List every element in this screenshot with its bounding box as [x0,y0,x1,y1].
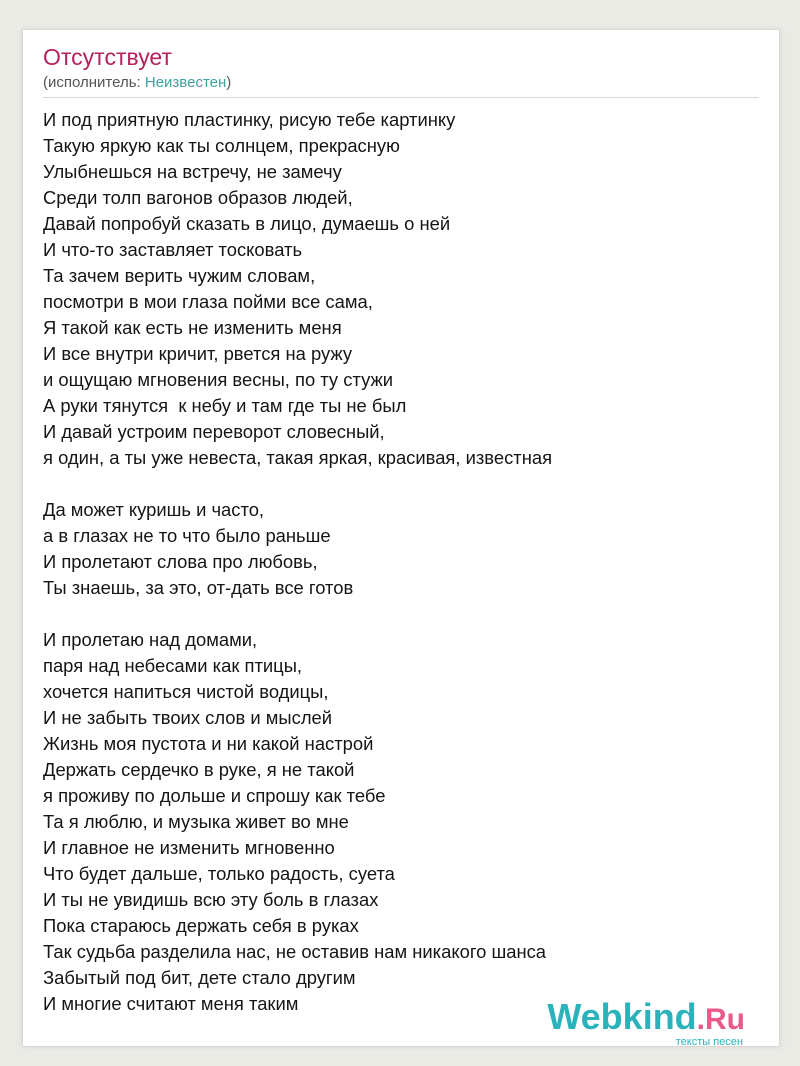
lyric-line: Улыбнешься на встречу, не замечу [43,161,342,182]
lyrics-stanza [43,627,763,1017]
performer-line [43,74,231,91]
lyric-line: И пролетаю над домами, [43,629,258,650]
lyric-line: Я такой как есть не изменить меня [43,317,342,338]
logo-tagline: тексты песен [675,1036,743,1048]
lyric-line: я проживу по дольше и спрошу как тебе [43,785,386,806]
site-logo[interactable] [547,996,745,1048]
lyric-line: И не забыть твоих слов и мыслей [43,707,333,728]
lyric-line: И ты не увидишь всю эту боль в глазах [43,889,379,910]
lyrics-text [43,107,763,1043]
lyric-line: Жизнь моя пустота и ни какой настрой [43,733,374,754]
lyric-line: Держать сердечко в руке, я не такой [43,759,355,780]
logo-brand: Webkind [547,996,697,1037]
title-divider [43,97,759,98]
lyric-line: Такую яркую как ты солнцем, прекрасную [43,135,400,156]
performer-prefix: (исполнитель: [43,74,145,91]
lyric-line: посмотри в мои глаза пойми все сама, [43,291,373,312]
lyrics-stanza [43,107,763,471]
lyric-line: И многие считают меня таким [43,993,299,1014]
lyric-line: паря над небесами как птицы, [43,655,303,676]
performer-link[interactable]: Неизвестен [144,74,227,91]
lyric-line: Так судьба разделила нас, не оставив нам никакого шанса [43,941,547,962]
lyric-line: И давай устроим переворот словесный, [43,421,385,442]
lyric-line: а в глазах не то что было раньше [43,525,331,546]
lyric-line: И под приятную пластинку, рисую тебе картинку [43,109,456,130]
lyric-line: И все внутри кричит, рвется на ружу [43,343,353,364]
lyric-line: А руки тянутся к небу и там где ты не был [43,395,407,416]
lyric-line: Пока стараюсь держать себя в руках [43,915,359,936]
lyric-line: я один, а ты уже невеста, такая яркая, красивая, известная [43,447,553,468]
lyric-line: И пролетают слова про любовь, [43,551,318,572]
lyrics-stanza [43,497,763,601]
lyric-line: Среди толп вагонов образов людей, [43,187,353,208]
lyric-line: Та я люблю, и музыка живет во мне [43,811,349,832]
lyric-line: Забытый под бит, дете стало другим [43,967,356,988]
song-title: Отсутствует [43,44,172,70]
performer-suffix: ) [226,74,232,91]
lyric-line: Что будет дальше, только радость, суета [43,863,395,884]
lyric-line: хочется напиться чистой водицы, [43,681,329,702]
lyric-line: Да может куришь и часто, [43,499,265,520]
lyric-line: Та зачем верить чужим словам, [43,265,316,286]
logo-tld: .Ru [696,1003,745,1036]
lyrics-card [22,29,780,1047]
lyric-line: Ты знаешь, за это, от-дать все готов [43,577,354,598]
lyric-line: Давай попробуй сказать в лицо, думаешь о ней [43,213,451,234]
lyric-line: И что-то заставляет тосковать [43,239,303,260]
logo-wordmark [547,996,745,1038]
lyric-line: И главное не изменить мгновенно [43,837,335,858]
lyric-line: и ощущаю мгновения весны, по ту стужи [43,369,394,390]
